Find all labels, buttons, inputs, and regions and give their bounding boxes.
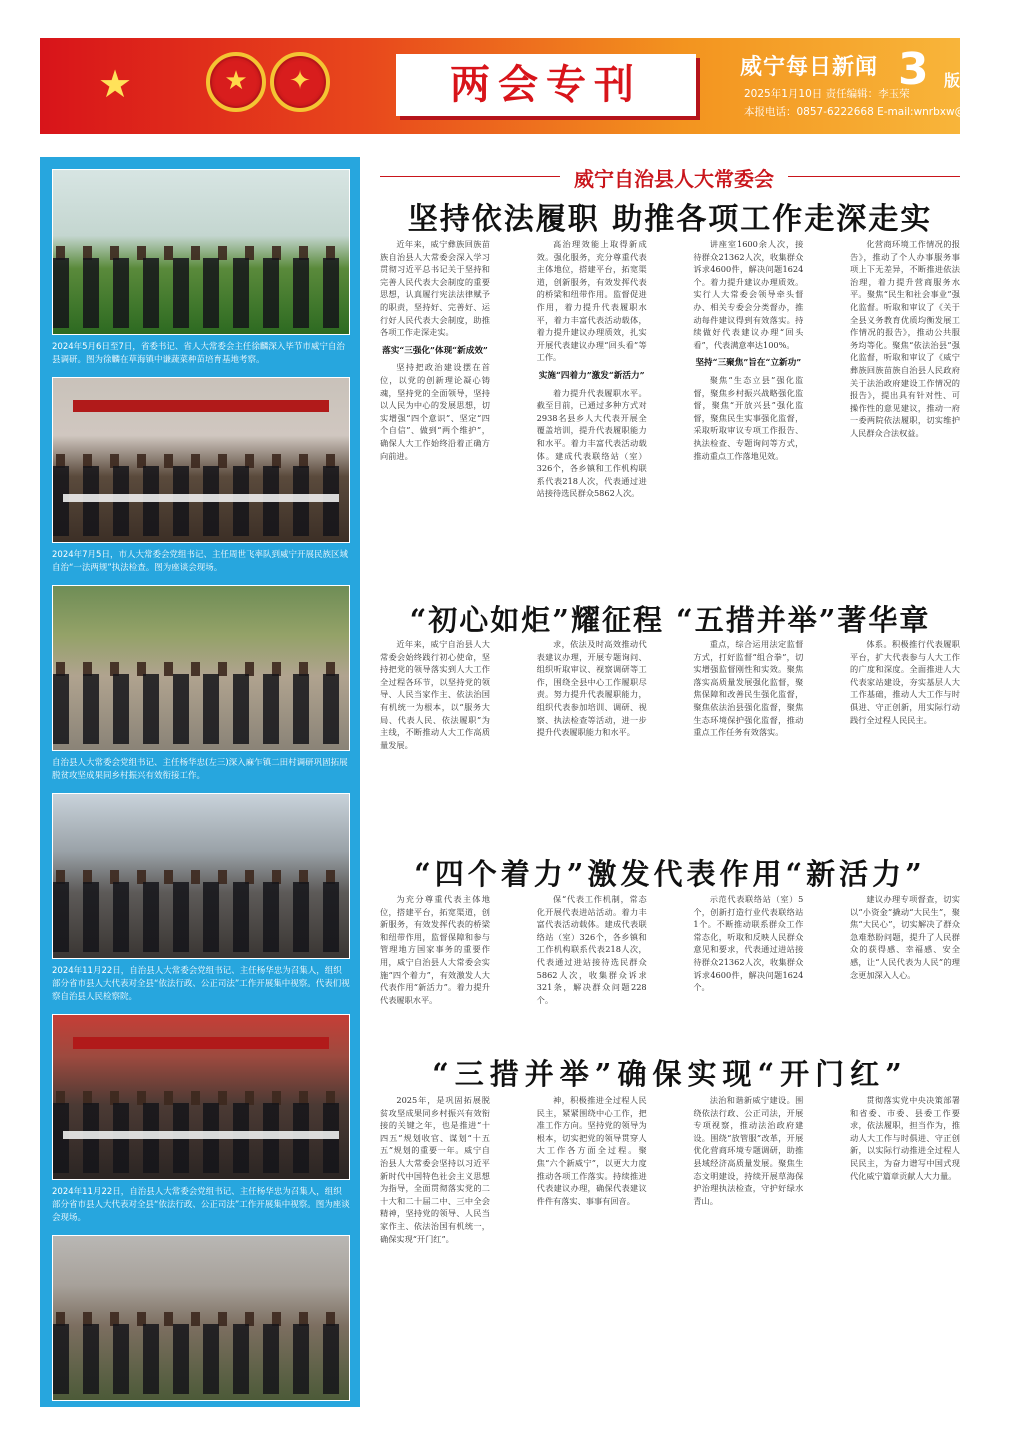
photo-caption: 自治县人大常委会党组书记、主任杨华忠(左三)深入麻乍镇二田村调研巩固拓展脱贫攻坚成果同乡村振兴有效衔接工作。 [52, 758, 348, 781]
photo-sidebar [40, 157, 360, 1431]
date-editor: 2025年1月10日 责任编辑：李玉荣 [744, 88, 910, 100]
contact-info: 本报电话：0857-6222668 E-mail:wnrbxw@163.com [744, 106, 1011, 118]
subheading: 落实“三强化”体现“新成效” [382, 345, 488, 356]
article-paragraph: 着力提升代表履职水平。截至目前，已通过多种方式对2938名县乡人大代表开展全覆盖培训，提升代表履职能力和水平。着力丰富代表活动载体。建成代表联络站（室）326个，各乡镇和工作机构联系代表218人次，代表通过进站接待选民群众5862人次。 [536, 387, 647, 499]
subheading: 坚持“三聚焦”旨在“立新功” [695, 358, 802, 369]
photo-meeting [52, 377, 350, 543]
article-paragraph: 求，依法及时高效推动代表建议办理，开展专题询问、组织听取审议、视察调研等工作，围绕全县中心工作履职尽责。努力提升代表履职能力，组织代表参加培训、调研、视察、执法检查等活动，进一步提升代表履职能力和水平。 [536, 639, 647, 738]
subheading: 实施“四着力”激发“新活力” [538, 370, 645, 381]
article-paragraph: 重点，综合运用法定监督方式，打好监督“组合拳”，切实增强监督刚性和实效。聚焦落实高质量发展强化监督，聚焦保障和改善民生强化监督，聚焦依法治县强化监督，聚焦生态环境保护强化监督，推动重点工作任务有效落实。 [693, 639, 804, 738]
article-paragraph: 为充分尊重代表主体地位，搭建平台，拓宽渠道，创新服务，有效发挥代表的桥梁和纽带作用，监督保障和参与管理地方国家事务的重要作用，威宁自治县人大常委会实施“四个着力”，有效激发人大代表作用“新活力”。着力提升代表履职水平。 [380, 894, 490, 1005]
article-paragraph: 聚焦“生态立县”强化监督，聚焦乡村振兴战略强化监督，聚焦“开放兴县”强化监督，聚焦民生实事强化监督，采取听取审议专项工作报告、执法检查、专题询问等方式，推动重点工作落地见效。 [693, 374, 804, 461]
article-paragraph: 建议办理专项督查，切实以“小资金”撬动“大民生”，聚焦“大民心”，切实解决了群众急难愁盼问题，提升了人民群众的获得感、幸福感、安全感，让“人民代表为人民”的理念更加深入人心。 [849, 894, 960, 980]
article-paragraph: 讲座室1600余人次，接待群众21362人次，收集群众诉求4600件，解决问题1624个。着力提升建议办理质效。实行人大常委会领导牵头督办、相关专委会分类督办，推动每件建议得到有效落实。持续做好代表建议办理“回头看”，代表满意率达100%。 [693, 239, 804, 350]
article-paragraph: 神，积极推进全过程人民民主，紧紧围绕中心工作，把准工作方向。坚持党的领导为根本，切实把党的领导贯穿人大工作各方面全过程。聚焦“六个新威宁”，以更大力度推动各项工作落实。持续推进代表建议办理，确保代表建议件件有落实、事事有回音。 [536, 1095, 647, 1206]
cppcc-emblem-icon: ✦ [270, 52, 330, 112]
page-title-box [396, 54, 696, 116]
department-name: 威宁自治县人大常委会 [560, 163, 788, 192]
masthead-banner [40, 38, 1011, 134]
photo-inspection [52, 793, 350, 959]
photo-caption: 自治县人大常委会驻村工作队和村支两委在麻乍镇杨家村老乡家指导产业路修建情况。 [52, 1408, 350, 1431]
department-header [380, 157, 960, 197]
photo-caption: 2024年11月22日，自治县人大常委会党组书记、主任杨华忠为召集人，组织部分省市县人大代表对全县“依法行政、公正司法”工作开展集中视察。代表们视察自治县人民检察院。 [52, 966, 350, 1002]
photo-seminar [52, 1014, 350, 1180]
headline-4: “三措并举”确保实现“开门红” [432, 1057, 908, 1091]
headline-2: “初心如炬”耀征程 “五措并举”著华章 [409, 603, 931, 637]
national-emblem-icon: ★ [206, 52, 266, 112]
headline-1: 坚持依法履职 助推各项工作走深走实 [407, 202, 933, 237]
article-paragraph: 高治理效能上取得新成效。强化服务，充分尊重代表主体地位，搭建平台，拓宽渠道，创新服务，有效发挥代表的桥梁和纽带作用。监督促进作用，着力提升代表履职水平，着力丰富代表活动载体，着力提升建议办理质效，扎实开展代表建议办理“回头看”等工作。 [536, 239, 647, 363]
article-4-body [380, 1094, 960, 1406]
photo-village-visit [52, 585, 350, 751]
article-3-body [380, 893, 960, 1043]
article-paragraph: 2025年，是巩固拓展脱贫攻坚成果同乡村振兴有效衔接的关键之年，也是推进“十四五”规划收官、谋划“十五五”规划的重要一年。威宁自治县人大常委会坚持以习近平新时代中国特色社会主义思想为指导，全面贯彻落实党的二十大和二十届二中、三中全会精神，坚持党的领导、人民当家作主、依法治国有机统一，确保实现“开门红”。 [380, 1095, 490, 1244]
article-paragraph: 法治和谐新威宁建设。围绕依法行政、公正司法，开展专项视察，推动法治政府建设。围绕“放管服”改革，开展优化营商环境专题调研，助推县域经济高质量发展。聚焦生态文明建设，持续开展草海保护治理执法检查，守护好绿水青山。 [693, 1095, 804, 1206]
article-paragraph: 近年来，威宁彝族回族苗族自治县人大常委会深入学习贯彻习近平总书记关于坚持和完善人民代表大会制度的重要思想，认真履行宪法法律赋予的职责，坚持好、完善好、运行好人民代表大会制度，助推各项工作走深走实。 [380, 239, 490, 338]
photo-road-building [52, 1235, 350, 1401]
article-2-body [380, 638, 960, 843]
star-icon: ★ [98, 62, 133, 106]
page-title: 两会专刊 [450, 61, 642, 108]
article-paragraph: 近年来，威宁自治县人大常委会始终践行初心使命，坚持把党的领导落实到人大工作全过程各环节，以坚持党的领导、人民当家作主、依法治国有机统一为根本，以“服务大局、代表人民、依法履职”为主线，不断推动人大工作高质量发展。 [380, 639, 490, 750]
article-paragraph: 贯彻落实党中央决策部署和省委、市委、县委工作要求，依法履职，担当作为，推动人大工作与时俱进、守正创新，以实际行动推进全过程人民民主，为奋力谱写中国式现代化威宁篇章贡献人大力量。 [849, 1095, 960, 1181]
photo-greenhouse [52, 169, 350, 335]
photo-caption: 2024年11月22日，自治县人大常委会党组书记、主任杨华忠为召集人，组织部分省市县人大代表对全县“依法行政、公正司法”工作开展集中视察。图为座谈会现场。 [52, 1187, 350, 1223]
paper-name: 威宁每日新闻 [740, 54, 879, 80]
article-1-body [380, 238, 960, 588]
article-paragraph: 示范代表联络站（室）5个，创新打造行业代表联络站1个。不断推动联系群众工作常态化，听取和反映人民群众意见和要求，代表通过进站接待群众21362人次，收集群众诉求4600件，解决问题1624个。 [693, 894, 804, 993]
photo-caption: 2024年5月6日至7日，省委书记、省人大常委会主任徐麟深入毕节市威宁自治县调研。图为徐麟在草海镇中谦蔬菜种苗培育基地考察。 [52, 342, 345, 365]
photo-caption: 2024年7月5日，市人大常委会党组书记、主任周世飞率队到威宁开展民族区域自治“一法两规”执法检查。图为座谈会现场。 [52, 550, 348, 573]
page-number: 3 [898, 44, 929, 95]
headline-3: “四个着力”激发代表作用“新活力” [414, 857, 926, 891]
article-paragraph: 化营商环境工作情况的报告》，推动了个人办事服务事项上下无差异，不断推进依法治理，着力提升营商服务水平。聚焦“民生和社会事业”强化监督。听取和审议了《关于全县义务教育优质均衡发展工作情况的报告》，推动公共服务均等化。聚焦“依法治县”强化监督，听取和审议了《威宁彝族回族苗族自治县人民政府关于法治政府建设工作情况的报告》，提出具有针对性、可操作性的意见建议，推动一府一委两院依法履职，切实维护人民群众合法权益。 [849, 239, 960, 438]
article-area [380, 157, 960, 197]
article-paragraph: 体系。积极推行代表履职平台，扩大代表参与人大工作的广度和深度。全面推进人大代表家站建设，夯实基层人大工作基础，推动人大工作与时俱进、守正创新，用实际行动践行全过程人民民主。 [849, 639, 960, 725]
article-paragraph: 坚持把政治建设摆在首位，以党的创新理论凝心铸魂，坚持党的全面领导，坚持以人民为中心的发展思想，切实增强“四个意识”、坚定“四个自信”、做到“两个维护”，确保人大工作始终沿着正确方向前进。 [380, 362, 490, 461]
article-paragraph: 保“代表工作机制，常态化开展代表进站活动。着力丰富代表活动载体。建成代表联络站（室）326个，各乡镇和工作机构联系代表218人次，代表通过进站接待选民群众5862人次，收集群众诉求321条，解决群众问题228个。 [536, 894, 647, 1005]
page-unit: 版 [944, 71, 961, 90]
